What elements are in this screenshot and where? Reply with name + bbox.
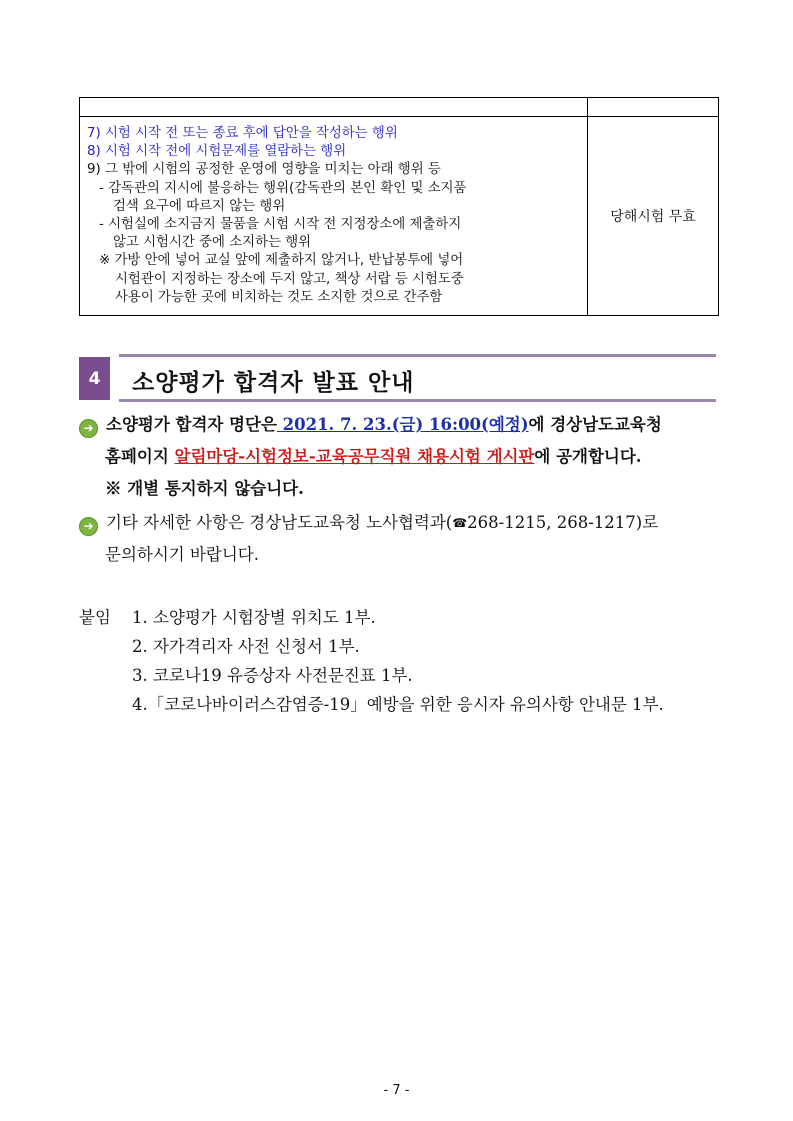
violation-note-cont-1: 시험관이 지정하는 장소에 두지 않고, 책상 서랍 등 시험도중 <box>115 271 464 287</box>
violation-table <box>79 97 719 316</box>
violation-subitem-2-cont: 않고 시험시간 중에 소지하는 행위 <box>113 235 312 251</box>
contact-post: 268-1215, 268-1217)로 <box>467 513 659 532</box>
table-header-left <box>80 98 588 117</box>
announcement-note: ※ 개별 통지하지 않습니다. <box>105 479 304 498</box>
announcement-line-1 <box>79 409 724 441</box>
violation-item-9: 9) 그 밖에 시험의 공정한 운영에 영향을 미치는 아래 행위 등 <box>87 162 441 178</box>
table-header-row <box>80 98 719 117</box>
attachments-label: 붙임 <box>79 608 111 627</box>
phone-icon: ☎ <box>452 516 468 530</box>
contact-line-2: 문의하시기 바랍니다. <box>105 545 259 564</box>
announcement-date: 2021. 7. 23.(금) 16:00(예정) <box>276 415 529 434</box>
arrow-right-circle-icon: ➔ <box>79 419 98 438</box>
table-row <box>80 117 719 316</box>
violation-item-7: 7) 시험 시작 전 또는 종료 후에 답안을 작성하는 행위 <box>87 126 398 141</box>
section-rule-top <box>119 354 716 357</box>
contact-pre: 기타 자세한 사항은 경상남도교육청 노사협력과( <box>106 513 453 532</box>
section-rule-bottom <box>119 399 716 402</box>
announcement-pre: 소양평가 합격자 명단은 <box>106 415 277 434</box>
violation-item-8: 8) 시험 시작 전에 시험문제를 열람하는 행위 <box>87 144 347 160</box>
violation-list <box>80 117 588 316</box>
violation-subitem-1-cont: 검색 요구에 따르지 않는 행위 <box>113 198 286 214</box>
section-number: 4 <box>79 357 110 400</box>
section-header <box>79 354 716 402</box>
table-header-right <box>588 98 719 117</box>
announcement-line2-pre: 홈페이지 <box>105 447 175 466</box>
contact-paragraph <box>79 507 724 571</box>
violation-subitem-1: - 감독관의 지시에 불응하는 행위(감독관의 본인 확인 및 소지품 <box>99 180 467 196</box>
attachment-item: 4.「코로나바이러스감염증-19」예방을 위한 응시자 유의사항 안내문 1부. <box>132 695 664 714</box>
section-title: 소양평가 합격자 발표 안내 <box>132 369 415 396</box>
announcement-line2-post: 에 공개합니다. <box>534 447 642 466</box>
violation-result: 당해시험 무효 <box>588 117 719 316</box>
violation-note-cont-2: 사용이 가능한 곳에 비치하는 것도 소지한 것으로 간주함 <box>115 289 443 305</box>
attachment-item: 3. 코로나19 유증상자 사전문진표 1부. <box>132 666 413 685</box>
page-number: - 7 - <box>383 1083 410 1098</box>
arrow-right-circle-icon: ➔ <box>79 517 98 536</box>
violation-note: ※ 가방 안에 넣어 교실 앞에 제출하지 않거나, 반납봉투에 넣어 <box>99 253 464 269</box>
attachments-list <box>132 603 664 719</box>
announcement-post: 에 경상남도교육청 <box>528 415 662 434</box>
contact-line-1 <box>79 507 724 539</box>
board-link[interactable]: 알림마당-시험정보-교육공무직원 채용시험 게시판 <box>174 447 535 466</box>
announcement-line-2 <box>79 441 724 473</box>
attachment-item: 1. 소양평가 시험장별 위치도 1부. <box>132 608 376 627</box>
attachment-item: 2. 자가격리자 사전 신청서 1부. <box>132 637 360 656</box>
violation-subitem-2: - 시험실에 소지금지 물품을 시험 시작 전 지정장소에 제출하지 <box>99 217 462 233</box>
announcement-paragraph <box>79 409 724 505</box>
